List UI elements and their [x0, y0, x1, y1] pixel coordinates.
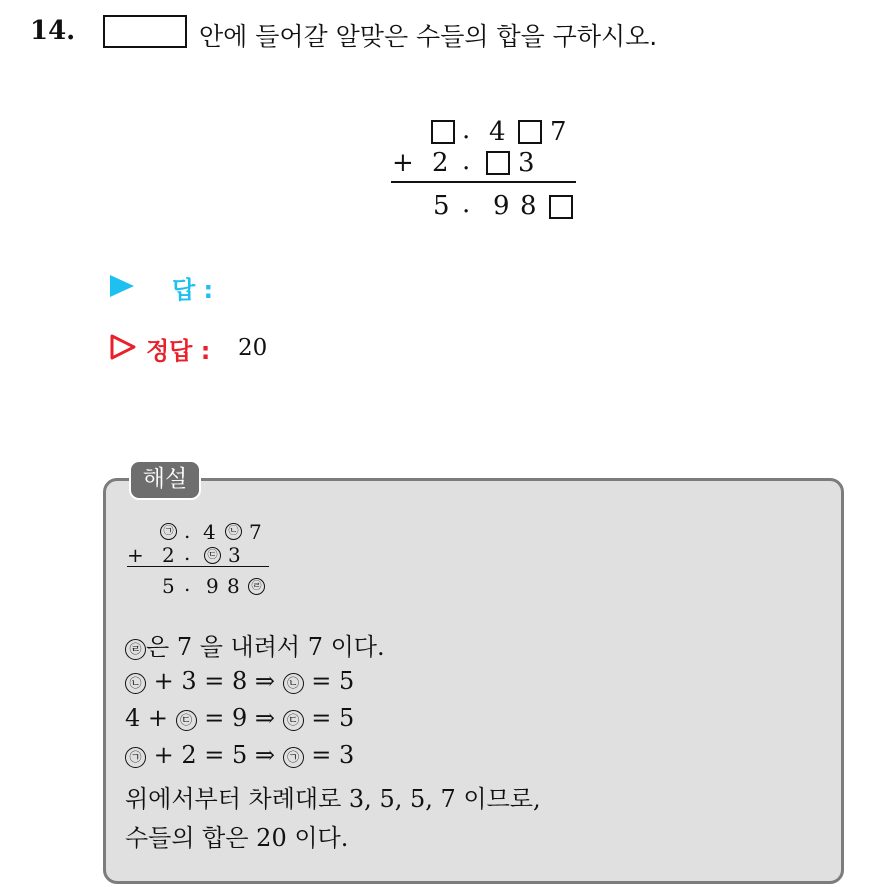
circled-marker: ㉡ — [283, 673, 304, 694]
solution-text: = 5 — [303, 667, 355, 695]
blank-square — [486, 151, 510, 175]
sum-line — [391, 181, 576, 183]
arith-digit: 2 — [432, 148, 449, 178]
blank-box — [103, 15, 187, 48]
question-number: 14. — [30, 16, 76, 46]
solution-line — [125, 667, 354, 695]
solution-line — [125, 627, 385, 662]
arith-digit: 4 — [203, 520, 216, 544]
blank-square — [518, 120, 542, 144]
arith-digit: . — [184, 572, 191, 596]
solution-tab: 해설 — [129, 460, 201, 500]
solution-text: 위에서부터 차례대로 3, 5, 5, 7 이므로, — [125, 785, 541, 813]
answer-arrow-icon — [110, 275, 134, 297]
solution-line — [125, 704, 354, 732]
arith-digit: 3 — [228, 543, 241, 567]
solution-text: 4 + — [125, 704, 176, 732]
blank-square — [549, 195, 573, 219]
solution-line — [125, 779, 541, 814]
solution-line — [125, 741, 354, 769]
correct-label: 정답 : — [146, 337, 211, 365]
solution-text: + 3 = 8 ⇒ — [146, 667, 283, 695]
solution-text: 은 7 을 내려서 7 이다. — [146, 633, 385, 661]
circled-marker: ㉣ — [248, 578, 265, 595]
solution-text: = 5 — [303, 704, 355, 732]
solution-text: 수들의 합은 20 이다. — [125, 824, 349, 852]
plus-sign: + — [392, 148, 414, 178]
sum-line — [127, 566, 269, 567]
circled-marker: ㉢ — [283, 710, 304, 731]
circled-marker: ㉡ — [225, 523, 242, 540]
answer-label: 답 : — [172, 276, 214, 304]
solution-text: = 9 ⇒ — [196, 704, 283, 732]
circled-marker: ㉠ — [160, 523, 177, 540]
arith-digit: 9 — [493, 191, 510, 221]
arith-digit: 2 — [162, 543, 175, 567]
arith-digit: . — [462, 189, 471, 219]
arith-digit: 4 — [489, 117, 506, 147]
arith-digit: 7 — [550, 117, 567, 147]
arith-digit: . — [462, 146, 471, 176]
arith-digit: . — [462, 115, 471, 145]
correct-value: 20 — [238, 335, 268, 361]
correct-arrow-icon — [110, 334, 136, 360]
solution-text: + 2 = 5 ⇒ — [146, 741, 283, 769]
circled-marker: ㉠ — [125, 747, 146, 768]
circled-marker: ㉢ — [176, 710, 197, 731]
blank-square — [431, 120, 455, 144]
circled-marker: ㉡ — [125, 673, 146, 694]
arith-digit: 5 — [162, 574, 175, 598]
arith-digit: . — [184, 519, 191, 543]
arith-digit: 8 — [227, 574, 240, 598]
circled-marker: ㉣ — [125, 639, 146, 660]
solution-line — [125, 818, 348, 853]
arith-digit: 7 — [249, 520, 262, 544]
solution-text: = 3 — [303, 741, 355, 769]
arith-digit: 5 — [433, 191, 450, 221]
circled-marker: ㉠ — [283, 747, 304, 768]
arith-digit: 9 — [206, 574, 219, 598]
question-text: 안에 들어갈 알맞은 수들의 합을 구하시오. — [199, 22, 658, 51]
plus-sign: + — [127, 543, 144, 567]
arith-digit: 8 — [520, 191, 537, 221]
arith-digit: . — [184, 541, 191, 565]
circled-marker: ㉢ — [204, 547, 221, 564]
arith-digit: 3 — [518, 148, 535, 178]
